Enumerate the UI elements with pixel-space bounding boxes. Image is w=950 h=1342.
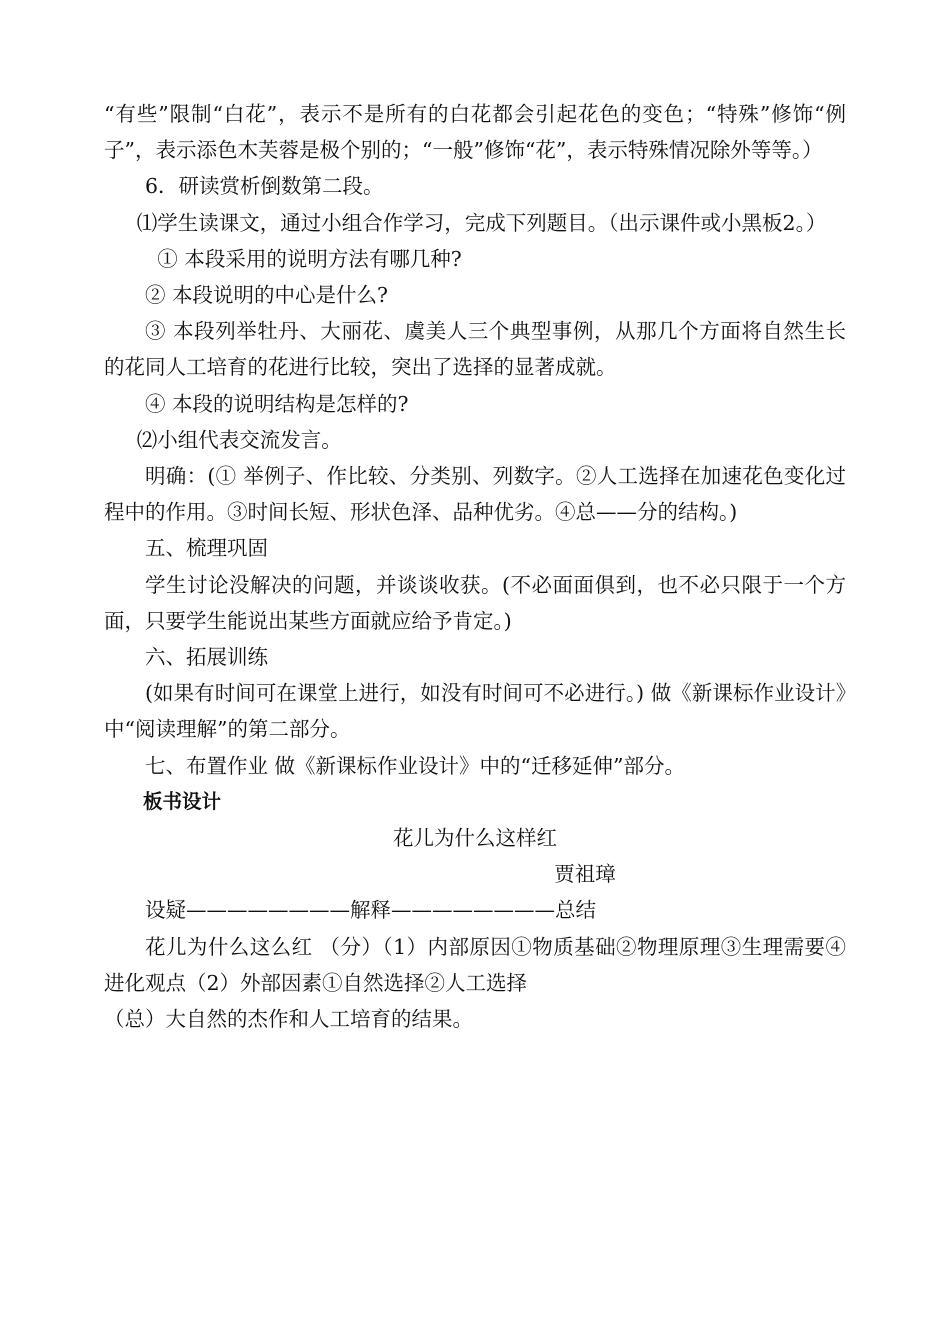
section-7-homework: 七、布置作业 做《新课标作业设计》中的“迁移延伸”部分。 <box>145 753 685 778</box>
board-structure-line: 设疑————————解释————————总结 <box>145 898 596 923</box>
task-1-instruction: ⑴学生读课文，通过小组合作学习，完成下列题目。（出示课件或小黑板2。） <box>136 210 827 235</box>
board-author: 贾祖璋 <box>554 862 616 887</box>
section-5-heading: 五、梳理巩固 <box>145 536 268 561</box>
board-analysis-line: 花儿为什么这么红 （分）（1）内部原因①物质基础②物理原理③生理需要④进化观点（2）外部因素①自然选择②人工选择 <box>104 934 846 995</box>
answer-clarification: 明确：(① 举例子、作比较、分类别、列数字。②人工选择在加速花色变化过程中的作用。③时间长短、形状色泽、品种优劣。④总——分的结构。) <box>104 464 846 525</box>
section-6-heading: 六、拓展训练 <box>145 645 268 670</box>
board-summary-line: （总）大自然的杰作和人工培育的结果。 <box>104 1007 473 1032</box>
question-2: ② 本段说明的中心是什么? <box>145 283 389 308</box>
section-5-body: 学生讨论没解决的问题，并谈谈收获。(不必面面俱到，也不必只限于一个方面，只要学生能说出某些方面就应给予肯定。) <box>104 572 846 633</box>
document-body <box>104 96 846 1037</box>
paragraph-modifier-explanation: “有些”限制“白花”，表示不是所有的白花都会引起花色的变色；“特殊”修饰“例子”，表示添色木芙蓉是极个别的；“一般”修饰“花”，表示特殊情况除外等等。） <box>104 102 846 163</box>
task-2-instruction: ⑵小组代表交流发言。 <box>136 427 342 452</box>
question-3: ③ 本段列举牡丹、大丽花、虞美人三个典型事例，从那几个方面将自然生长的花同人工培育的花进行比较，突出了选择的显著成就。 <box>104 319 846 380</box>
step-6-heading: 6．研读赏析倒数第二段。 <box>145 174 384 199</box>
section-6-body: (如果有时间可在课堂上进行，如没有时间可不必进行。) 做《新课标作业设计》中“阅读理解”的第二部分。 <box>104 681 846 742</box>
question-4: ④ 本段的说明结构是怎样的? <box>145 391 409 416</box>
board-design-heading: 板书设计 <box>143 789 222 813</box>
question-1: ① 本段采用的说明方法有哪几种? <box>157 246 462 271</box>
board-title: 花儿为什么这样红 <box>393 826 557 851</box>
